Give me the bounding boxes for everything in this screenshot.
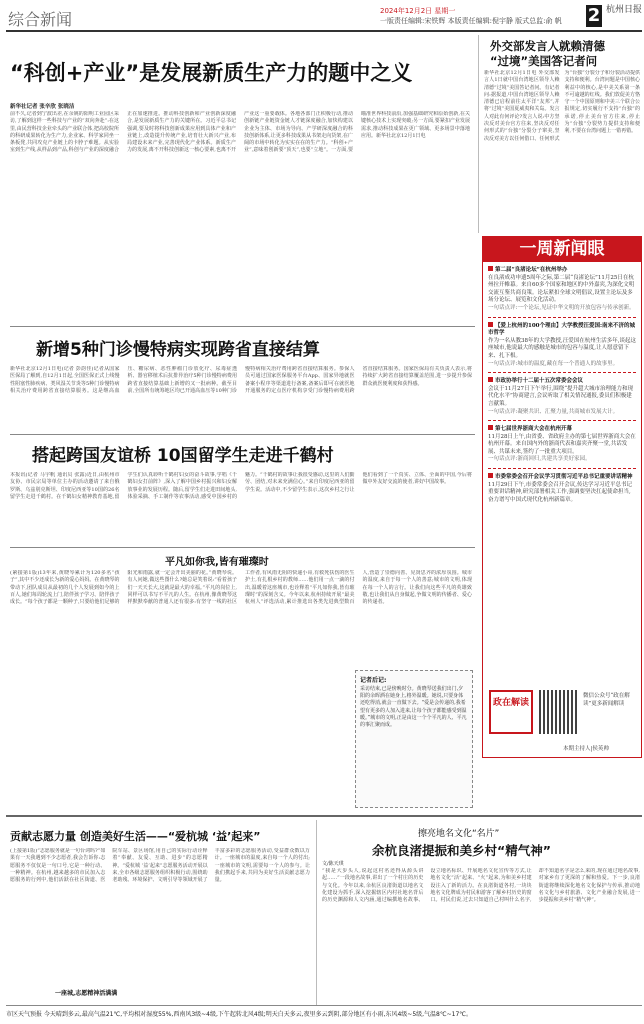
divider xyxy=(10,434,475,435)
section-title: 综合新闻 xyxy=(8,10,73,29)
header-meta xyxy=(380,6,580,26)
red-square-icon xyxy=(488,266,493,271)
story5-subtitle: 一座城,志愿精神活满满 xyxy=(55,990,118,997)
story4-body: (紧接第1版)13年来,黄晓琴累计为120多名“孩子”,其中不少还成长为新的爱心妈妈。在黄晓琴的带动下,团队成员从最初的几个人发展到如今的上百人,她们每周轮流上门,陪伴孩子学习、陪伴孩子成长。“每个孩子都是一颗种子,只要给他们足够的阳光和雨露,就一定会开出美丽的花。”黄晓琴说。有人问她,做这些图什么?她总是笑着说:“看着孩子们一天天长大,这就是最大的幸福。”平凡的岗位上,同样可以书写不平凡的人生。在杭州,像黄晓琴这样默默奉献的普通人还有很多:有坚守一线的社区工作者,有风雨无阻的快递小哥,有救死扶伤的医生护士,有扎根乡村的教师……他们用一点一滴的付出,温暖着这座城市,也诠释着“平凡如你我,皆有璀璨时”的深刻含义。今年以来,杭州持续开展“最美杭州人”评选活动,累计推选出各类先进典型数百人,营造了崇德向善、见贤思齐的浓厚氛围。城市的温度,来自于每一个人的善意;城市的文明,体现在每一个人的言行。让我们向这些平凡的英雄致敬,也让我们从自身做起,争做文明的传播者、爱心的传递者。 xyxy=(10,570,472,606)
story6-byline: 文/陈天琪 xyxy=(322,861,344,867)
week-item-comment: 一句话点评:城市的温度,藏在每一个普通人的故事里。 xyxy=(488,360,619,367)
header-rule xyxy=(6,30,642,32)
host-credit: 本期主持人|侯英帅 xyxy=(563,746,609,752)
notes-title: 记者后记: xyxy=(360,677,387,684)
editors-line: 一版责任编辑:宋铁辉 本版责任编辑:倪宇静 版式总监:俞 帆 xyxy=(380,17,562,25)
reporter-notes-box xyxy=(355,670,473,808)
side-title-line1: 外交部发言人就赖清德 xyxy=(490,39,605,53)
red-square-icon xyxy=(488,473,493,478)
week-item xyxy=(488,377,636,416)
lead-body: 前不久,记者到宁波出差,在余姚的阳明工业园区采访,了解到这样一些科技与产业的“双向奔赴”:在这里,由民营科技企业牵头的产业联合体,把高校院所的科研成果转化为生产力,企业家、科学家同坐一条板凳,共同攻克产业链上的卡脖子难题。从实验室到生产线,从样品到产品,科创与产业的深度融合正在加速推进。推动科技创新和产业创新深度融合,是发展新质生产力的关键所在。习近平总书记强调,要及时将科技创新成果应用到具体产业和产业链上,改造提升传统产业,培育壮大新兴产业,布局建设未来产业,完善现代化产业体系。新质生产力的发展,离不开科技创新这一核心要素,也离不开产业这一重要载体。各地各部门正积极行动,推动创新链产业链资金链人才链深度融合,加快构建以企业为主体、市场为导向、产学研深度融合的科技创新体系,让更多科技成果从书架走向货架,在广阔的市场中转化为实实在在的生产力。“科创+产业”,意味着创新要“顶天”,也要“立地”。一方面,要瞄准世界科技前沿,加强基础研究和原始创新,在关键核心技术上实现突破;另一方面,要紧扣产业发展需求,推动科技成果在更广领域、更多场景中落地应用。新华社北京12月1日电 xyxy=(10,111,470,154)
weather-footer: 市区天气预报 今天晴到多云,最高气温21℃,平均相对湿度55%,西南风3级~4级,下午起转北风4级;明天白天多云,夜里多云到阴,部分地区有小雨,东风4级~5级,气温8℃~17℃。 xyxy=(6,1011,472,1018)
week-item-text: 会议于11月27日下午举行,围绕“提升超大城市治理能力和现代化水平”协商建言,会议听取了相关情况通报,委员们积极建言献策。 xyxy=(488,385,634,407)
week-item-text: 作为一名从教38年的大学教授,汪爱国在杭州生活多年,谈起这座城市,他说最大的感触是城市的包容与温度,让人愿意留下来、扎下根。 xyxy=(488,337,636,359)
week-item-head: 第七届世界浙商大会在杭州开幕 xyxy=(495,426,573,433)
lead-byline: 新华社记者 张辛欣 张晓洁 xyxy=(10,104,75,110)
week-item-text: 11月28日上午,由省委、省政府主办的第七届世界浙商大会在杭州开幕。来自国内外的浙商代表和嘉宾齐聚一堂,共话发展、共谋未来,签约了一批重大项目。 xyxy=(488,433,636,455)
week-item-text: 11月29日下午,市委常委会召开会议,传达学习习近平总书记重要讲话精神,研究部署相关工作,强调要坚决扛起使命担当,奋力谱写中国式现代化杭州新篇章。 xyxy=(488,481,632,503)
week-item-comment: 一句话点评:浙商回归,共建共享美好家园。 xyxy=(488,456,591,463)
story5-title: 贡献志愿力量 创造美好生活——“爱杭城 ‘益’起来” xyxy=(10,830,261,843)
newspaper-logo: 杭州日报 xyxy=(606,5,643,15)
story5-body: (上接第1版)“志愿服务就是一句台词吗?”如果有一天我遇到不少志愿者,我会告诉你:志愿服务不仅仅是一句口号,它是一种行动、一种精神。在杭州,越来越多的市民加入志愿服务的行列中,他们活跃在社区街道、医院车站、景区场馆,用自己的实际行动诠释着“奉献、友爱、互助、进步”的志愿精神。“爱杭城 ‘益’起来”志愿服务活动开展以来,全市各级志愿服务组织积极行动,围绕助老助残、环境保护、文明引导等领域开展了丰富多彩的志愿服务活动,受益群众数以万计。一座城市的温度,来自每一个人的付出;一座城市的文明,需要每一个人的参与。让我们携起手来,共同为美好生活贡献志愿力量。 xyxy=(10,848,310,884)
page-number: 2 xyxy=(587,5,601,26)
week-item-comment: 一句话点评:一个论坛,见证中华文明的开放包容与传承创新。 xyxy=(488,304,635,311)
week-item-head: 第二届“良渚论坛”在杭州举办 xyxy=(495,267,568,273)
side-body: 新华社北京12月1日电 外交部发言人1日就中国台湾地区领导人赖清德“过境”美国答记者问。有记者问:据报道,中国台湾地区领导人赖清德已启程前往太平洋“友邦”,并将“过境”美国夏威夷和关岛。发言人对此有何评论?发言人说:中方坚决反对美台官方往来,坚决反对任何形式的“台独”分裂分子窜美,坚决反对美方以任何借口、任何形式为“台独”分裂分子和分裂活动提供支持和便利。台湾问题是中国核心利益中的核心,是中美关系第一条不可逾越的红线。我们敦促美方恪守一个中国原则和中美三个联合公报规定,切实履行不支持“台独”的承诺,停止美台官方往来,停止为“台独”分裂势力提供支持和便利,不要在台湾问题上一错再错。 xyxy=(484,70,640,142)
week-item-comment: 一句话点评:凝聚共识、汇聚力量,共商城市发展大计。 xyxy=(488,408,619,415)
week-item xyxy=(488,266,636,313)
story4-title: 平凡如你我,皆有璀璨时 xyxy=(165,557,269,568)
divider xyxy=(6,815,642,817)
red-square-icon xyxy=(488,322,493,327)
red-square-icon xyxy=(488,377,493,382)
week-news-box xyxy=(482,262,642,758)
column-divider xyxy=(316,820,317,1005)
side-title-line2: “过境”美国答记者问 xyxy=(490,54,598,68)
week-item-head: 【爱上杭州的100个理由】大学教授汪爱国:南来不济的城市哲学 xyxy=(488,322,636,337)
story3-body: 本报讯(记者 马宇帆 通讯员 张露)近日,由杭州市友协、市民宗局等单位主办的活动邀请了来自俄罗斯、乌兹别克斯坦、印度尼西亚等10国的26名留学生走进千鹤村。在千鹤妇女精神教育基地,留学生们认真聆听千鹤村妇女的奋斗故事,学唱《千鹤妇女打前阵》,深入了解中国乡村振兴和妇女解放事业的发展历程。随后,留学生们走进田间地头,体验采摘、手工制作等农事活动,感受中国乡村的魅力。“千鹤村的故事让我很受感动,这里的人们勤劳、团结,对未来充满信心。”来自印度尼西亚的留学生说。活动中,不少留学生表示,这次乡村之行让他们看到了一个真实、立体、全面的中国,今后将做中外友好交流的使者,讲好中国故事。 xyxy=(10,472,472,500)
story6-body: “我是大步头人,说起这村名还得从源头讲起……”一段地名故事,讲出了一个村庄的历史与文化。今年以来,余杭区良渚街道以地名文化建设为抓手,深入挖掘辖区内村社地名背后的历史渊源和人文内涵,通过编撰地名故事、设立地名标识、开展地名文化宣传等方式,让地名文化“活”起来、“火”起来,为和美乡村建设注入了新的活力。在良渚街道各村,一块块地名文化牌成为村民和游客了解乡村历史的窗口。村民们说,过去只知道自己村叫什么名字,却不知道名字是怎么来的,现在通过地名故事,对家乡有了更深的了解和热爱。下一步,良渚街道将继续深化地名文化保护与传承,推动地名文化与乡村旅游、文化产业融合发展,进一步提振和美乡村“精气神”。 xyxy=(322,868,640,904)
qr-code-icon[interactable] xyxy=(539,690,579,734)
story6-kicker: 擦亮地名文化“名片” xyxy=(418,829,500,839)
lead-title: “科创+产业”是发展新质生产力的题中之义 xyxy=(10,61,413,85)
footer-rule xyxy=(6,1005,642,1006)
week-item xyxy=(488,322,636,369)
column-divider xyxy=(478,35,479,233)
week-item xyxy=(488,425,636,464)
divider xyxy=(10,547,475,548)
date-line: 2024年12月2日 星期一 xyxy=(380,7,456,15)
divider xyxy=(10,326,475,327)
story2-body: 新华社北京12月1日电(记者 彭韵佳)记者从国家医保局了解到,自12月1日起,全国医保正式上线慢性阻塞性肺疾病、类风湿关节炎等5种门诊慢特病相关治疗费用跨省直接结算服务。这是继高血压、糖尿病、恶性肿瘤门诊放化疗、尿毒症透析、器官移植术后抗排异治疗5种门诊慢特病费用跨省直接结算基础上新增的又一批病种。截至目前,全国所有统筹地区均已开通高血压等10种门诊慢特病相关治疗费用跨省直接结算服务。参保人员可通过国家医保服务平台App、国家异地就医备案小程序等渠道进行备案,备案后即可在就医地开通服务的定点医疗机构享受门诊慢特病费用跨省直接结算服务。国家医保局有关负责人表示,将持续扩大跨省直接结算覆盖范围,进一步提升参保群众就医便利度和获得感。 xyxy=(10,366,472,394)
story6-title: 余杭良渚提振和美乡村“精气神” xyxy=(372,843,551,858)
week-news-banner: 一周新闻眼 xyxy=(482,236,642,262)
qr-caption: 微信公众号“政在解读”更多新闻解读 xyxy=(583,693,630,707)
story2-title: 新增5种门诊慢特病实现跨省直接结算 xyxy=(36,340,320,360)
notes-body: 采访结束,已是傍晚时分。黄晓琴送我们出门,夕阳的余晖洒在她身上,格外温暖。她说,只要身体还吃得消,就会一直做下去。“爱是会传递的,我希望有更多的人加入进来,让每个孩子都能感受到温暖。”城市的文明,正是由这一个个平凡的人、平凡的事汇聚而成。 xyxy=(360,686,467,729)
seal-stamp: 政在解读 xyxy=(489,690,533,734)
week-item-text: 在良渚成功申遗5周年之际,第二届“良渚论坛”11月25日在杭州拉开帷幕。来自60多个国家和地区的中外嘉宾,为深化文明交流互鉴共商良策。论坛紧扣全球文明倡议,设置主论坛及多场分论坛、展览和文化活动。 xyxy=(488,274,635,304)
week-item xyxy=(488,473,636,504)
week-item-head: 市委常委会召开会议学习贯彻习近平总书记重要讲话精神 xyxy=(495,474,633,481)
week-item-head: 市政协举行十二届十五次常委会会议 xyxy=(495,378,584,385)
red-square-icon xyxy=(488,425,493,430)
story3-title: 搭起跨国友谊桥 10国留学生走进千鹤村 xyxy=(32,446,334,466)
